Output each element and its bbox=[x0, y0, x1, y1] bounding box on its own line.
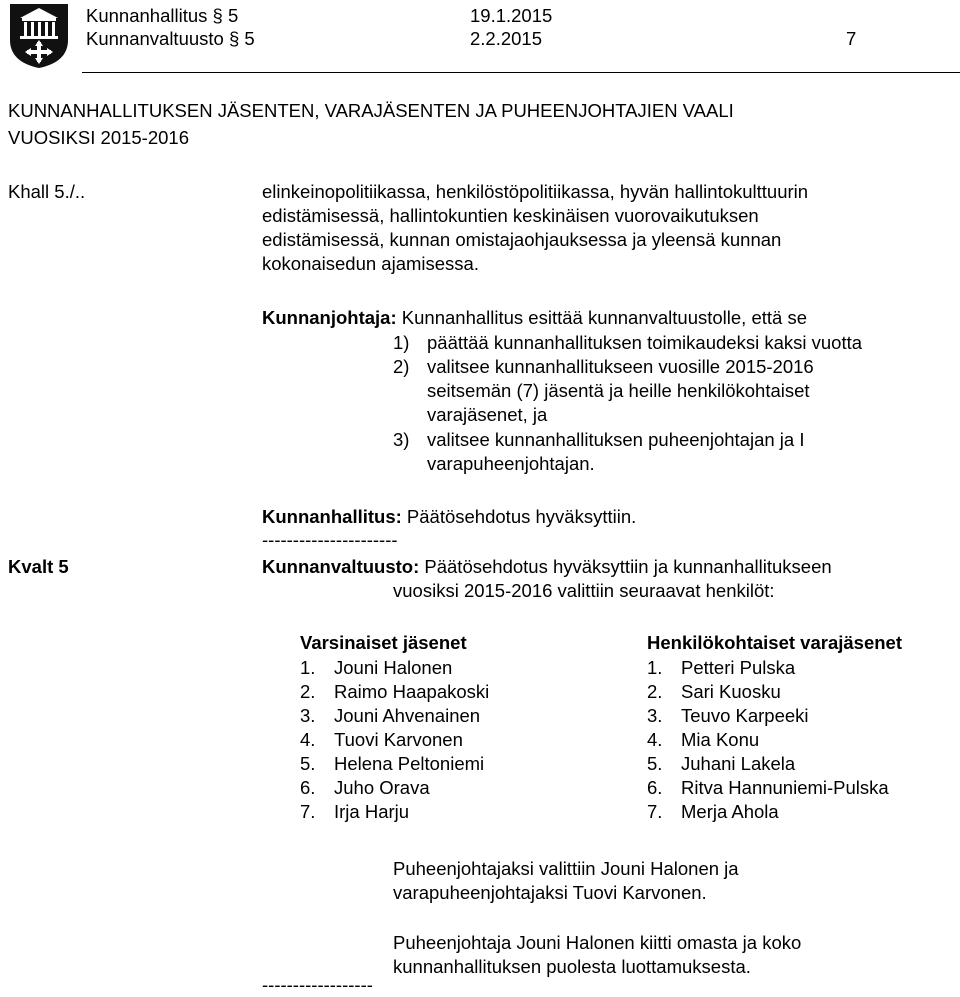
municipality-coat-of-arms-logo bbox=[8, 2, 70, 70]
member-name: Jouni Ahvenainen bbox=[334, 705, 481, 726]
list-item bbox=[647, 680, 889, 704]
proposal-item-number: 3) bbox=[393, 429, 410, 450]
separator-line: ---------------------- bbox=[262, 529, 398, 550]
list-item-number: 3. bbox=[300, 705, 316, 726]
thanks-note-line: Puheenjohtaja Jouni Halonen kiitti omasta ja koko bbox=[393, 932, 802, 953]
list-item bbox=[300, 704, 489, 728]
proposal-item-number: 1) bbox=[393, 332, 410, 353]
list-item bbox=[647, 752, 889, 776]
proposal-text: Kunnanhallitus esittää kunnanvaltuustolle, että se bbox=[401, 307, 808, 328]
document-title-line2: VUOSIKSI 2015-2016 bbox=[8, 127, 189, 148]
proposal-lead bbox=[262, 306, 807, 330]
member-name: Helena Peltoniemi bbox=[334, 753, 485, 774]
separator-line: ------------------ bbox=[262, 974, 373, 995]
member-name: Jouni Halonen bbox=[334, 657, 453, 678]
list-item bbox=[300, 800, 489, 824]
header-board-date: 19.1.2015 bbox=[470, 5, 553, 26]
board-decision bbox=[262, 505, 636, 529]
deputy-name: Juhani Lakela bbox=[681, 753, 796, 774]
proposal-item-1 bbox=[393, 331, 862, 355]
proposal-item-3 bbox=[393, 428, 804, 452]
board-reference: Khall 5./.. bbox=[8, 181, 86, 202]
list-item bbox=[300, 752, 489, 776]
deputy-name: Ritva Hannuniemi-Pulska bbox=[681, 777, 889, 798]
proposal-item-text: päättää kunnanhallituksen toimikaudeksi kaksi vuotta bbox=[427, 332, 863, 353]
list-item-number: 3. bbox=[647, 705, 663, 726]
intro-line: edistämisessä, hallintokuntien keskinäisen vuorovaikutuksen bbox=[262, 205, 759, 226]
list-item-number: 7. bbox=[300, 801, 316, 822]
deputy-name: Teuvo Karpeeki bbox=[681, 705, 809, 726]
proposal-item-number: 2) bbox=[393, 356, 410, 377]
list-item-number: 5. bbox=[300, 753, 316, 774]
thanks-note-line: kunnanhallituksen puolesta luottamuksesta. bbox=[393, 956, 751, 977]
list-item-number: 1. bbox=[300, 657, 316, 678]
proposal-speaker: Kunnanjohtaja: bbox=[262, 307, 397, 328]
deputy-name: Merja Ahola bbox=[681, 801, 779, 822]
header-council-label: Kunnanvaltuusto § 5 bbox=[86, 28, 255, 49]
list-item-number: 4. bbox=[300, 729, 316, 750]
list-item-number: 4. bbox=[647, 729, 663, 750]
intro-line: edistämisessä, kunnan omistajaohjauksessa ja yleensä kunnan bbox=[262, 229, 782, 250]
proposal-item-3-cont: varapuheenjohtajan. bbox=[427, 453, 595, 474]
deputy-name: Mia Konu bbox=[681, 729, 760, 750]
members-heading: Varsinaiset jäsenet bbox=[300, 632, 467, 653]
list-item-number: 6. bbox=[647, 777, 663, 798]
deputies-heading: Henkilökohtaiset varajäsenet bbox=[647, 632, 902, 653]
thanks-note bbox=[393, 931, 801, 979]
council-reference: Kvalt 5 bbox=[8, 556, 69, 577]
proposal-item-text: valitsee kunnanhallituksen puheenjohtajan ja I bbox=[427, 429, 805, 450]
list-item bbox=[647, 800, 889, 824]
deputies-list bbox=[647, 656, 889, 824]
header-council-date: 2.2.2015 bbox=[470, 28, 543, 49]
chair-note-line: Puheenjohtajaksi valittiin Jouni Halonen ja bbox=[393, 858, 739, 879]
board-decision-text: Päätösehdotus hyväksyttiin. bbox=[406, 506, 637, 527]
council-decision-text: Päätösehdotus hyväksyttiin ja kunnanhallitukseen bbox=[424, 556, 832, 577]
council-decision-speaker: Kunnanvaltuusto: bbox=[262, 556, 420, 577]
list-item bbox=[300, 656, 489, 680]
intro-line: elinkeinopolitiikassa, henkilöstöpolitiikassa, hyvän hallintokulttuurin bbox=[262, 181, 809, 202]
board-decision-speaker: Kunnanhallitus: bbox=[262, 506, 402, 527]
list-item bbox=[647, 728, 889, 752]
list-item bbox=[300, 776, 489, 800]
list-item bbox=[300, 728, 489, 752]
page-number: 7 bbox=[846, 28, 857, 49]
members-list bbox=[300, 656, 489, 824]
deputy-name: Petteri Pulska bbox=[681, 657, 796, 678]
council-decision bbox=[262, 555, 832, 579]
list-item-number: 6. bbox=[300, 777, 316, 798]
list-item bbox=[647, 656, 889, 680]
list-item-number: 1. bbox=[647, 657, 663, 678]
list-item-number: 7. bbox=[647, 801, 663, 822]
member-name: Raimo Haapakoski bbox=[334, 681, 490, 702]
list-item-number: 2. bbox=[300, 681, 316, 702]
council-decision-line2: vuosiksi 2015-2016 valittiin seuraavat henkilöt: bbox=[393, 580, 775, 601]
list-item-number: 2. bbox=[647, 681, 663, 702]
member-name: Tuovi Karvonen bbox=[334, 729, 463, 750]
list-item bbox=[300, 680, 489, 704]
chair-note-line: varapuheenjohtajaksi Tuovi Karvonen. bbox=[393, 882, 707, 903]
intro-line: kokonaisedun ajamisessa. bbox=[262, 253, 479, 274]
header-divider bbox=[82, 72, 960, 73]
proposal-item-2 bbox=[393, 355, 814, 379]
member-name: Juho Orava bbox=[334, 777, 430, 798]
intro-paragraph bbox=[262, 180, 808, 276]
list-item-number: 5. bbox=[647, 753, 663, 774]
document-title-line1: KUNNANHALLITUKSEN JÄSENTEN, VARAJÄSENTEN JA PUHEENJOHTAJIEN VAALI bbox=[8, 100, 734, 121]
proposal-item-2-cont: seitsemän (7) jäsentä ja heille henkilökohtaiset bbox=[427, 380, 810, 401]
proposal-item-2-cont: varajäsenet, ja bbox=[427, 404, 548, 425]
deputy-name: Sari Kuosku bbox=[681, 681, 781, 702]
header-board-label: Kunnanhallitus § 5 bbox=[86, 5, 239, 26]
chair-note bbox=[393, 857, 739, 905]
list-item bbox=[647, 704, 889, 728]
list-item bbox=[647, 776, 889, 800]
proposal-item-text: valitsee kunnanhallitukseen vuosille 2015-2016 bbox=[427, 356, 814, 377]
member-name: Irja Harju bbox=[334, 801, 410, 822]
